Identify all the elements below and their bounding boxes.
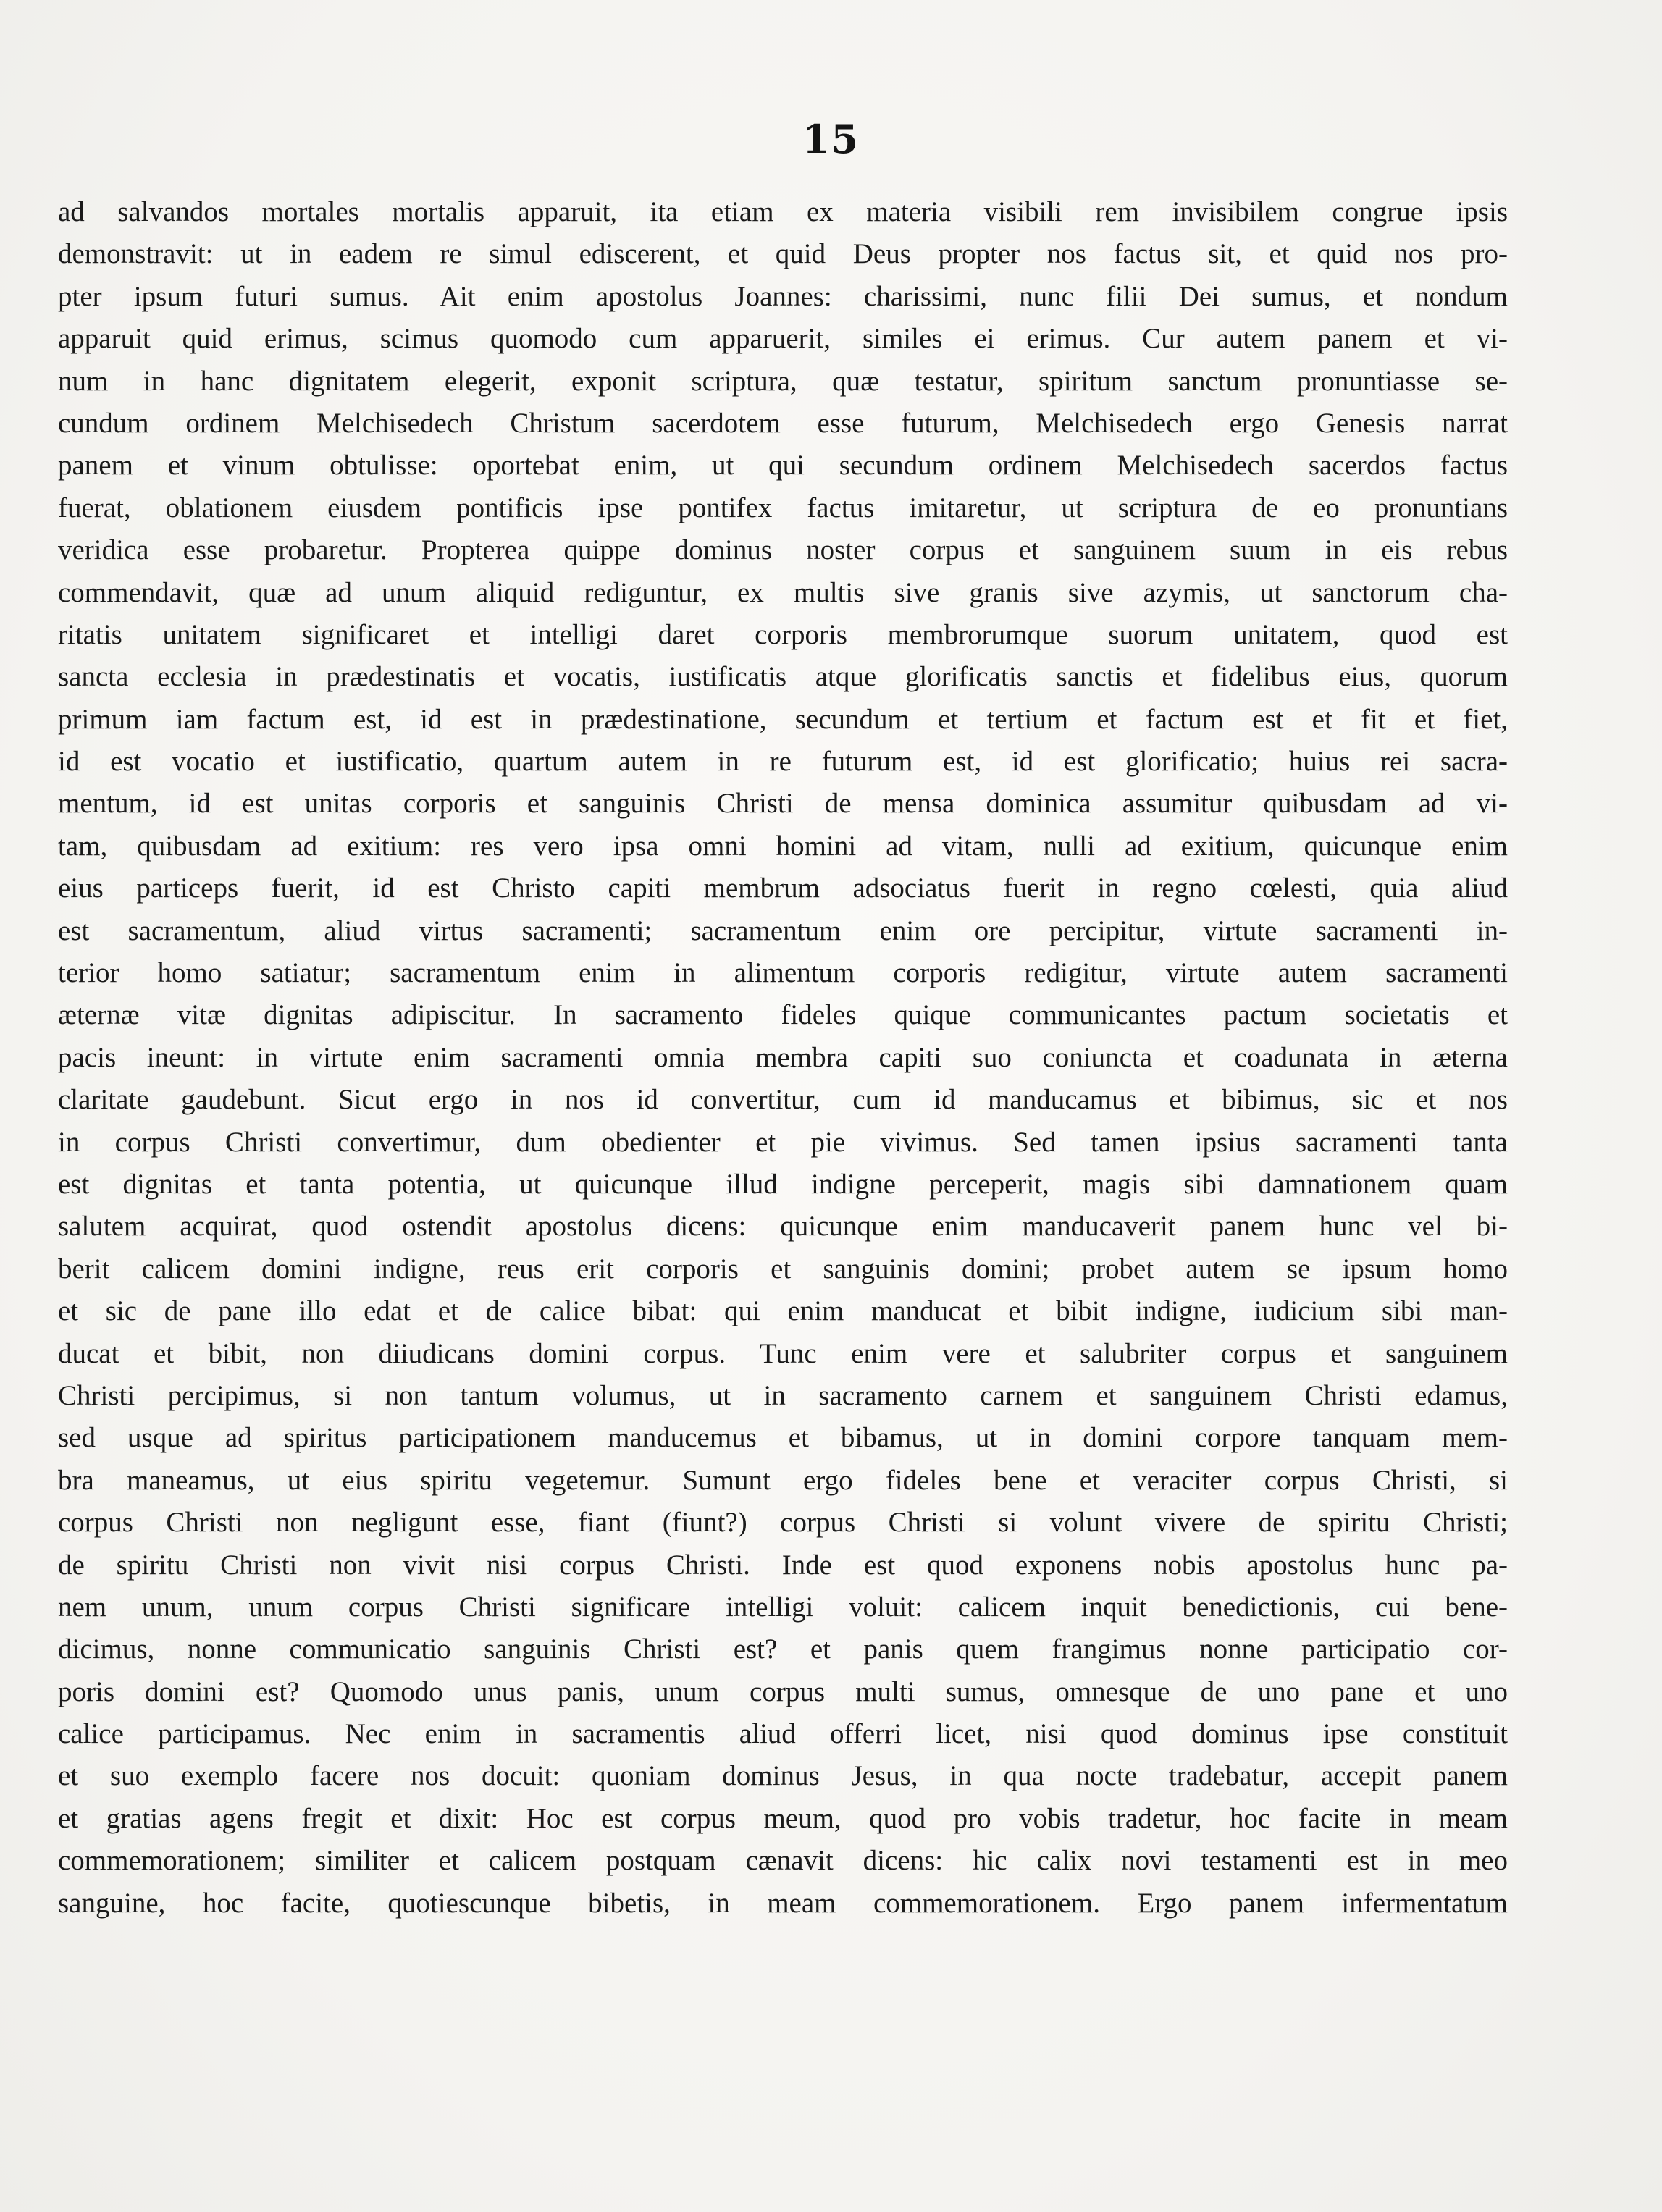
text-line: calice participamus. Nec enim in sacramentis aliud offerri licet, nisi quod dominus ipse constituit: [58, 1718, 1508, 1750]
text-line: in corpus Christi convertimur, dum obedienter et pie vivimus. Sed tamen ipsius sacramenti tanta: [58, 1126, 1508, 1158]
text-line: tam, quibusdam ad exitium: res vero ipsa omni homini ad vitam, nulli ad exitium, quicunque enim: [58, 830, 1508, 862]
text-line: sancta ecclesia in prædestinatis et vocatis, iustificatis atque glorificatis sanctis et fidelibus eius, quorum: [58, 661, 1508, 693]
text-line: sanguine, hoc facite, quotiescunque bibetis, in meam commemorationem. Ergo panem infermentatum: [58, 1887, 1508, 1919]
text-line: cundum ordinem Melchisedech Christum sacerdotem esse futurum, Melchisedech ergo Genesis narrat: [58, 407, 1508, 439]
text-line: mentum, id est unitas corporis et sanguinis Christi de mensa dominica assumitur quibusdam ad vi-: [58, 788, 1508, 820]
text-line: veridica esse probaretur. Propterea quippe dominus noster corpus et sanguinem suum in eis rebus: [58, 534, 1508, 566]
text-line: nem unum, unum corpus Christi significare intelligi voluit: calicem inquit benedictionis, cui bene-: [58, 1591, 1508, 1623]
text-line: berit calicem domini indigne, reus erit corporis et sanguinis domini; probet autem se ipsum homo: [58, 1253, 1508, 1284]
text-line: num in hanc dignitatem elegerit, exponit scriptura, quæ testatur, spiritum sanctum pronuntiasse se-: [58, 365, 1508, 397]
text-line: pter ipsum futuri sumus. Ait enim apostolus Joannes: charissimi, nunc filii Dei sumus, et nondum: [58, 280, 1508, 312]
page-number: 15: [802, 116, 860, 162]
text-line: commendavit, quæ ad unum aliquid rediguntur, ex multis sive granis sive azymis, ut sanctorum cha-: [58, 576, 1508, 608]
text-line: et sic de pane illo edat et de calice bibat: qui enim manducat et bibit indigne, iudicium sibi man-: [58, 1295, 1508, 1327]
text-line: de spiritu Christi non vivit nisi corpus Christi. Inde est quod exponens nobis apostolus hunc pa-: [58, 1549, 1508, 1581]
text-line: panem et vinum obtulisse: oportebat enim, ut qui secundum ordinem Melchisedech sacerdos factus: [58, 450, 1508, 481]
text-line: dicimus, nonne communicatio sanguinis Christi est? et panis quem frangimus nonne participatio cor-: [58, 1633, 1508, 1665]
text-line: ducat et bibit, non diiudicans domini corpus. Tunc enim vere et salubriter corpus et sanguinem: [58, 1337, 1508, 1369]
text-line: et gratias agens fregit et dixit: Hoc est corpus meum, quod pro vobis tradetur, hoc facite in meam: [58, 1802, 1508, 1834]
text-line: poris domini est? Quomodo unus panis, unum corpus multi sumus, omnesque de uno pane et uno: [58, 1675, 1508, 1707]
text-line: bra maneamus, ut eius spiritu vegetemur. Sumunt ergo fideles bene et veraciter corpus Christi, si: [58, 1464, 1508, 1496]
text-line: Christi percipimus, si non tantum volumus, ut in sacramento carnem et sanguinem Christi edamus,: [58, 1379, 1508, 1411]
body-text: [58, 191, 1508, 1925]
text-line: sed usque ad spiritus participationem manducemus et bibamus, ut in domini corpore tanquam mem-: [58, 1422, 1508, 1454]
text-line: terior homo satiatur; sacramentum enim in alimentum corporis redigitur, virtute autem sacramenti: [58, 957, 1508, 989]
text-line: corpus Christi non negligunt esse, fiant (fiunt?) corpus Christi si volunt vivere de spiritu Christi;: [58, 1507, 1508, 1539]
text-line: claritate gaudebunt. Sicut ergo in nos id convertitur, cum id manducamus et bibimus, sic et nos: [58, 1084, 1508, 1116]
text-line: ritatis unitatem significaret et intelligi daret corporis membrorumque suorum unitatem, quod est: [58, 618, 1508, 650]
text-line: æternæ vitæ dignitas adipiscitur. In sacramento fideles quique communicantes pactum societatis et: [58, 999, 1508, 1031]
text-line: commemorationem; similiter et calicem postquam cænavit dicens: hic calix novi testamenti est in meo: [58, 1845, 1508, 1877]
text-line: est sacramentum, aliud virtus sacramenti; sacramentum enim ore percipitur, virtute sacramenti in-: [58, 914, 1508, 946]
text-line: apparuit quid erimus, scimus quomodo cum apparuerit, similes ei erimus. Cur autem panem et vi-: [58, 323, 1508, 355]
text-line: primum iam factum est, id est in prædestinatione, secundum et tertium et factum est et fit et fiet,: [58, 703, 1508, 735]
text-line: est dignitas et tanta potentia, ut quicunque illud indigne perceperit, magis sibi damnationem quam: [58, 1168, 1508, 1200]
text-line: fuerat, oblationem eiusdem pontificis ipse pontifex factus imitaretur, ut scriptura de eo pronuntians: [58, 492, 1508, 523]
text-line: salutem acquirat, quod ostendit apostolus dicens: quicunque enim manducaverit panem hunc vel bi-: [58, 1211, 1508, 1242]
text-line: et suo exemplo facere nos docuit: quoniam dominus Jesus, in qua nocte tradebatur, accepit panem: [58, 1760, 1508, 1792]
text-line: eius particeps fuerit, id est Christo capiti membrum adsociatus fuerit in regno cœlesti, quia aliud: [58, 872, 1508, 904]
text-line: ad salvandos mortales mortalis apparuit, ita etiam ex materia visibili rem invisibilem congrue ipsis: [58, 196, 1508, 227]
text-line: id est vocatio et iustificatio, quartum autem in re futurum est, id est glorificatio; huius rei sacra-: [58, 746, 1508, 778]
text-line: demonstravit: ut in eadem re simul ediscerent, et quid Deus propter nos factus sit, et quid nos pro-: [58, 238, 1508, 270]
text-line: pacis ineunt: in virtute enim sacramenti omnia membra capiti suo coniuncta et coadunata in æterna: [58, 1041, 1508, 1073]
